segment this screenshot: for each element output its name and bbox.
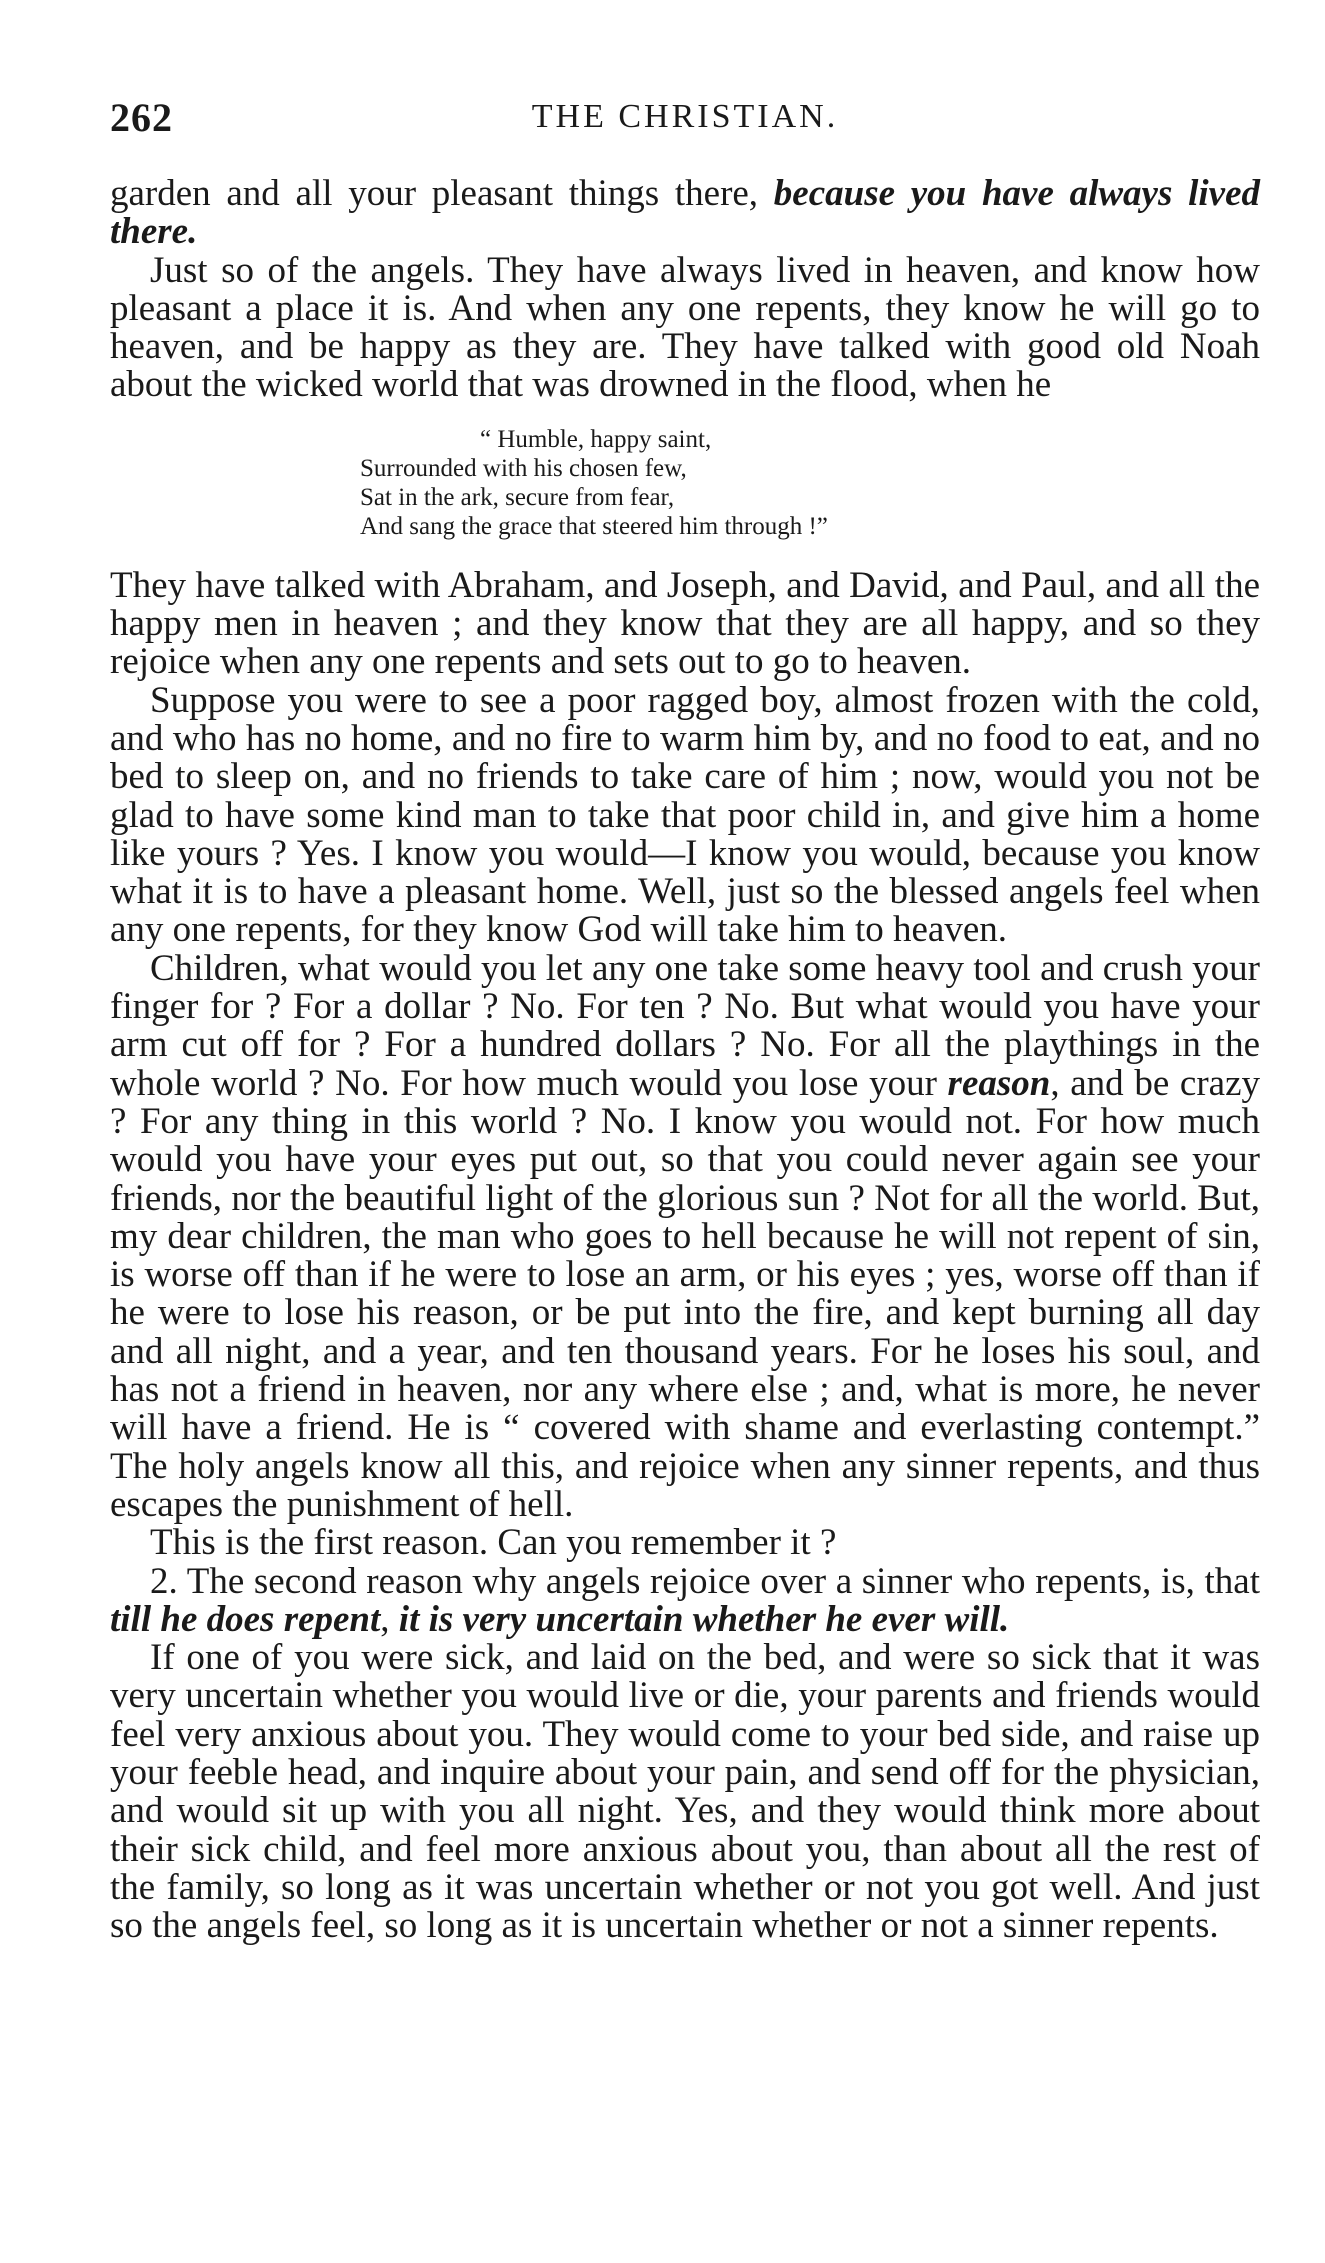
paragraph-text: Children, what would you let any one take some heavy tool and crush your finger for ? For a dollar ? No. For ten ? No. But what would you have your arm cut off for ? For a hundred dollars ? No. For all the playthings in the whole world ? No. For how much would you lose your — [110, 947, 1260, 1104]
italic-phrase: it is very uncertain whether he ever will. — [398, 1598, 1010, 1640]
verse-quote — [110, 425, 1260, 541]
paragraph-continuation — [110, 175, 1260, 252]
verse-line: Sat in the ark, secure from fear, — [360, 483, 675, 511]
paragraph: Just so of the angels. They have always lived in heaven, and know how pleasant a place it is. And when any one repents, they know he will go to heaven, and be happy as they are. They have talked with good old Noah about the wicked world that was drowned in the flood, when he — [110, 249, 1260, 406]
verse-line: Surrounded with his chosen few, — [360, 454, 687, 482]
italic-phrase: till he does repent — [110, 1598, 381, 1640]
page-header — [110, 94, 1260, 144]
paragraph: They have talked with Abraham, and Joseph, and David, and Paul, and all the happy men in heaven ; and they know that they are all happy, and so they rejoice when any one repents and sets out to go to heaven. — [110, 564, 1260, 683]
running-head: THE CHRISTIAN. — [531, 98, 839, 135]
italic-phrase: because you have always lived there. — [110, 173, 1260, 253]
paragraph: Suppose you were to see a poor ragged boy, almost frozen with the cold, and who has no home, and no fire to warm him by, and no food to eat, and no bed to sleep on, and no friends to take care of him ; now, would you not be glad to have some kind man to take that poor child in, and give him a home like yours ? Yes. I know you would—I know you would, because you know what it is to have a pleasant home. Well, just so the blessed angels feel when any one repents, for they know God will take him to heaven. — [110, 679, 1260, 951]
page-number: 262 — [110, 95, 173, 140]
paragraph-text: , and be crazy ? For any thing in this world ? No. I know you would not. For how much would you have your eyes put out, so that you could never again see your friends, nor the beautiful light of the glorious sun ? Not for all the world. But, my dear children, the man who goes to hell because he will not repent of sin, is worse off than if he were to lose an arm, or his eyes ; yes, worse off than if he were to lose his reason, or be put into the fire, and kept burning all day and all night, and a year, and ten thousand years. For he loses his soul, and has not a friend in heaven, nor any where else ; and, what is more, he never will have a friend. He is “ covered with shame and everlasting contempt.” The holy angels know all this, and rejoice when any sinner repents, and thus escapes the punishment of hell. — [110, 1062, 1260, 1525]
paragraph-text: , — [380, 1598, 399, 1640]
verse-line: And sang the grace that steered him through !” — [360, 512, 828, 540]
body-text — [110, 175, 1260, 1945]
paragraph: If one of you were sick, and laid on the bed, and were so sick that it was very uncertain whether you would live or die, your parents and friends would feel very anxious about you. They would come to your bed side, and raise up your feeble head, and inquire about your pain, and send off for the physician, and would sit up with you all night. Yes, and they would think more about their sick child, and feel more anxious about you, than about all the rest of the family, so long as it was uncertain whether or not you got well. And just so the angels feel, so long as it is uncertain whether or not a sinner repents. — [110, 1637, 1260, 1947]
paragraph — [110, 947, 1260, 1525]
italic-word: reason — [947, 1062, 1051, 1104]
paragraph-second-reason — [110, 1560, 1260, 1640]
verse-line: “ Humble, happy saint, — [480, 425, 712, 453]
paragraph: This is the first reason. Can you remember it ? — [150, 1522, 837, 1564]
paragraph-text: garden and all your pleasant things there, — [110, 173, 774, 214]
paragraph-text: 2. The second reason why angels rejoice over a sinner who repents, is, that — [150, 1560, 1260, 1602]
